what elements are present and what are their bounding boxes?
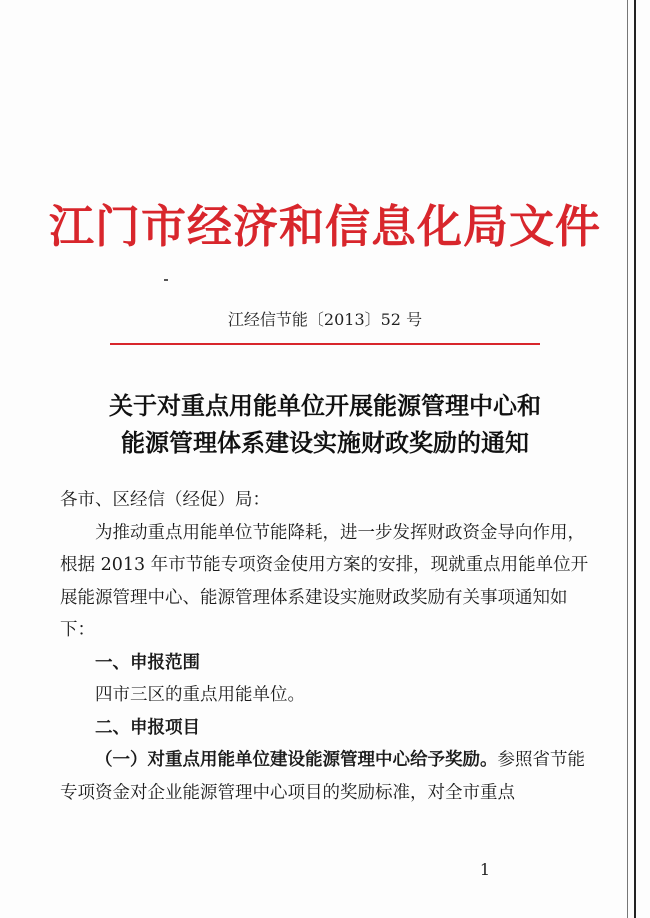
issuer-header-title: 江门市经济和信息化局文件 — [48, 200, 601, 253]
scan-speck — [164, 279, 168, 281]
notice-title-line-1: 关于对重点用能单位开展能源管理中心和 — [109, 392, 541, 420]
section-1-text: 四市三区的重点用能单位。 — [95, 685, 305, 705]
section-1-heading: 一、申报范围 — [95, 652, 200, 673]
notice-title-line-2: 能源管理体系建设实施财政奖励的通知 — [121, 429, 529, 457]
notice-title — [0, 388, 650, 462]
document-number: 江经信节能〔2013〕52 号 — [227, 310, 423, 329]
section-2-heading: 二、申报项目 — [95, 717, 200, 738]
item-1-paragraph — [60, 744, 592, 809]
item-1-bold-lead: （一）对重点用能单位建设能源管理中心给予奖励。 — [95, 750, 498, 770]
intro-paragraph: 为推动重点用能单位节能降耗，进一步发挥财政资金导向作用，根据 2013 年市节能专项资金使用方案的安排，现就重点用能单位开展能源管理中心、能源管理体系建设实施财政奖励有关事项通知如下： — [60, 522, 589, 640]
red-separator-rule — [110, 343, 540, 345]
page-number: 1 — [479, 860, 491, 879]
salutation: 各市、区经信（经促）局： — [60, 490, 270, 510]
document-body — [60, 484, 592, 809]
item-1-text: 参照省节能专项资金对企业能源管理中心项目的奖励标准，对全市重点 — [60, 750, 585, 803]
